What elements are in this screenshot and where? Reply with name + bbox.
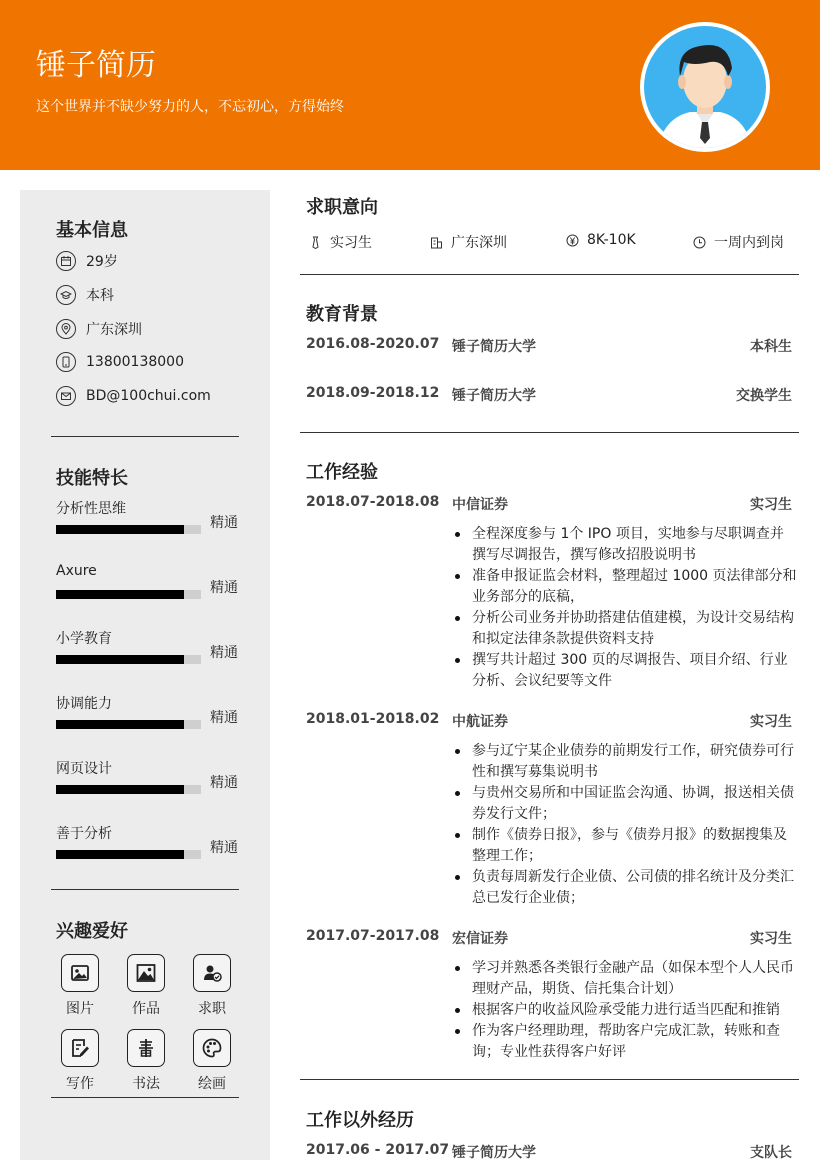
skill-bar-fill — [56, 655, 184, 664]
hobby-label: 写作 — [66, 1076, 94, 1092]
skill-bar — [56, 850, 201, 859]
basic-info-title: 基本信息 — [56, 220, 128, 241]
info-age-text: 29岁 — [86, 254, 118, 270]
mail-icon — [56, 386, 76, 406]
skill-name: 分析性思维 — [56, 501, 126, 517]
info-phone — [56, 351, 184, 373]
hobby-writing — [60, 1029, 100, 1093]
work-date: 2017.07-2017.08 — [306, 928, 440, 944]
phone-icon — [56, 352, 76, 372]
sidebar-divider — [51, 1097, 239, 1098]
work-bullet: 根据客户的收益风险承受能力进行适当匹配和推销 — [452, 1000, 797, 1021]
palette-icon — [193, 1029, 231, 1067]
intent-position-text: 实习生 — [330, 235, 372, 251]
work-bullet: 全程深度参与 1个 IPO 项目，实地参与尽职调查并撰写尽调报告，撰写修改招股说明书 — [452, 524, 797, 566]
skill-bar — [56, 785, 201, 794]
other-org: 锤子简历大学 — [452, 1145, 536, 1161]
work-role: 实习生 — [750, 497, 792, 513]
skill-name: 网页设计 — [56, 761, 112, 777]
info-location-text: 广东深圳 — [86, 322, 142, 338]
resume-title: 锤子简历 — [36, 48, 156, 83]
intent-city — [430, 232, 507, 252]
picture-icon — [61, 954, 99, 992]
work-bullet: 作为客户经理助理，帮助客户完成汇款，转账和查询；专业性获得客户好评 — [452, 1021, 797, 1063]
intent-salary — [566, 232, 636, 248]
other-experience-title: 工作以外经历 — [306, 1110, 414, 1131]
work-bullets — [452, 958, 797, 1063]
work-row — [306, 711, 792, 733]
writing-icon — [61, 1029, 99, 1067]
tie-icon — [309, 236, 322, 249]
info-email — [56, 385, 211, 407]
info-degree — [56, 284, 114, 306]
skills-title: 技能特长 — [56, 468, 128, 489]
skill-name: 小学教育 — [56, 631, 112, 647]
intent-position — [309, 232, 372, 252]
skill-name: 善于分析 — [56, 826, 112, 842]
other-experience-row — [306, 1142, 792, 1164]
graduation-cap-icon — [56, 285, 76, 305]
work-company: 中信证券 — [452, 497, 508, 513]
calendar-icon — [56, 251, 76, 271]
skill-bar-fill — [56, 720, 184, 729]
work-date: 2018.07-2018.08 — [306, 494, 440, 510]
work-title: 工作经验 — [306, 462, 378, 483]
hobby-calligraphy — [126, 1029, 166, 1093]
info-age — [56, 250, 118, 272]
info-email-text: BD@100chui.com — [86, 388, 211, 404]
skill-bar — [56, 590, 201, 599]
skill-level: 精通 — [210, 515, 238, 531]
work-row — [306, 494, 792, 516]
skill-bar-fill — [56, 590, 184, 599]
header-banner — [0, 0, 820, 170]
education-degree: 本科生 — [750, 339, 792, 355]
work-date: 2018.01-2018.02 — [306, 711, 440, 727]
avatar — [640, 22, 770, 152]
intent-salary-text: 8K-10K — [587, 232, 636, 248]
education-date: 2016.08-2020.07 — [306, 336, 440, 352]
work-bullet: 与贵州交易所和中国证监会沟通、协调，报送相关债券发行文件； — [452, 783, 797, 825]
clock-icon — [693, 236, 706, 249]
skill-name: Axure — [56, 563, 97, 579]
work-company: 宏信证券 — [452, 931, 508, 947]
work-bullets — [452, 741, 797, 909]
artwork-icon — [127, 954, 165, 992]
hobby-label: 书法 — [132, 1076, 160, 1092]
skill-bar-fill — [56, 850, 184, 859]
education-school: 锤子简历大学 — [452, 339, 536, 355]
info-phone-text: 13800138000 — [86, 354, 184, 370]
work-bullet: 负责每周新发行企业债、公司债的排名统计及分类汇总已发行企业债； — [452, 867, 797, 909]
intent-availability — [693, 232, 784, 252]
skill-bar — [56, 525, 201, 534]
work-row — [306, 928, 792, 950]
skill-bar — [56, 655, 201, 664]
education-degree: 交换学生 — [736, 388, 792, 404]
hobby-label: 求职 — [198, 1001, 226, 1017]
intent-availability-text: 一周内到岗 — [714, 235, 784, 251]
other-role: 支队长 — [750, 1145, 792, 1161]
education-row — [306, 385, 792, 407]
skill-bar-fill — [56, 525, 184, 534]
building-icon — [430, 236, 443, 249]
skill-level: 精通 — [210, 645, 238, 661]
calligraphy-icon — [127, 1029, 165, 1067]
resume-motto: 这个世界并不缺少努力的人，不忘初心，方得始终 — [36, 99, 344, 115]
skill-level: 精通 — [210, 710, 238, 726]
work-company: 中航证券 — [452, 714, 508, 730]
hobby-label: 绘画 — [198, 1076, 226, 1092]
hobby-label: 作品 — [132, 1001, 160, 1017]
skill-level: 精通 — [210, 580, 238, 596]
section-divider — [300, 1079, 799, 1080]
work-role: 实习生 — [750, 931, 792, 947]
work-bullet: 准备申报证监会材料，整理超过 1000 页法律部分和业务部分的底稿， — [452, 566, 797, 608]
sidebar-divider — [51, 889, 239, 890]
location-pin-icon — [56, 319, 76, 339]
sidebar — [20, 190, 270, 1160]
skill-level: 精通 — [210, 775, 238, 791]
section-divider — [300, 432, 799, 433]
hobby-picture — [60, 954, 100, 1018]
avatar-illustration — [644, 26, 766, 148]
education-title: 教育背景 — [306, 304, 378, 325]
hobbies-title: 兴趣爱好 — [56, 921, 128, 942]
education-date: 2018.09-2018.12 — [306, 385, 440, 401]
work-bullet: 分析公司业务并协助搭建估值建模，为设计交易结构和拟定法律条款提供资料支持 — [452, 608, 797, 650]
other-date: 2017.06 - 2017.07 — [306, 1142, 450, 1158]
job-seeking-icon — [193, 954, 231, 992]
sidebar-divider — [51, 436, 239, 437]
intent-title: 求职意向 — [306, 197, 378, 218]
info-location — [56, 318, 142, 340]
main-content — [300, 190, 800, 1160]
education-row — [306, 336, 792, 358]
info-degree-text: 本科 — [86, 288, 114, 304]
skill-bar-fill — [56, 785, 184, 794]
hobby-painting — [192, 1029, 232, 1093]
skill-name: 协调能力 — [56, 696, 112, 712]
work-bullet: 制作《债券日报》，参与《债券月报》的数据搜集及整理工作； — [452, 825, 797, 867]
education-school: 锤子简历大学 — [452, 388, 536, 404]
work-bullet: 撰写共计超过 300 页的尽调报告、项目介绍、行业分析、会议纪要等文件 — [452, 650, 797, 692]
yuan-icon — [566, 234, 579, 247]
skill-level: 精通 — [210, 840, 238, 856]
skill-bar — [56, 720, 201, 729]
work-bullet: 参与辽宁某企业债券的前期发行工作，研究债券可行性和撰写募集说明书 — [452, 741, 797, 783]
work-role: 实习生 — [750, 714, 792, 730]
hobby-job-seeking — [192, 954, 232, 1018]
intent-city-text: 广东深圳 — [451, 235, 507, 251]
section-divider — [300, 274, 799, 275]
work-bullet: 学习并熟悉各类银行金融产品（如保本型个人人民币理财产品，期货、信托集合计划） — [452, 958, 797, 1000]
hobby-artwork — [126, 954, 166, 1018]
work-bullets — [452, 524, 797, 692]
hobby-label: 图片 — [66, 1001, 94, 1017]
